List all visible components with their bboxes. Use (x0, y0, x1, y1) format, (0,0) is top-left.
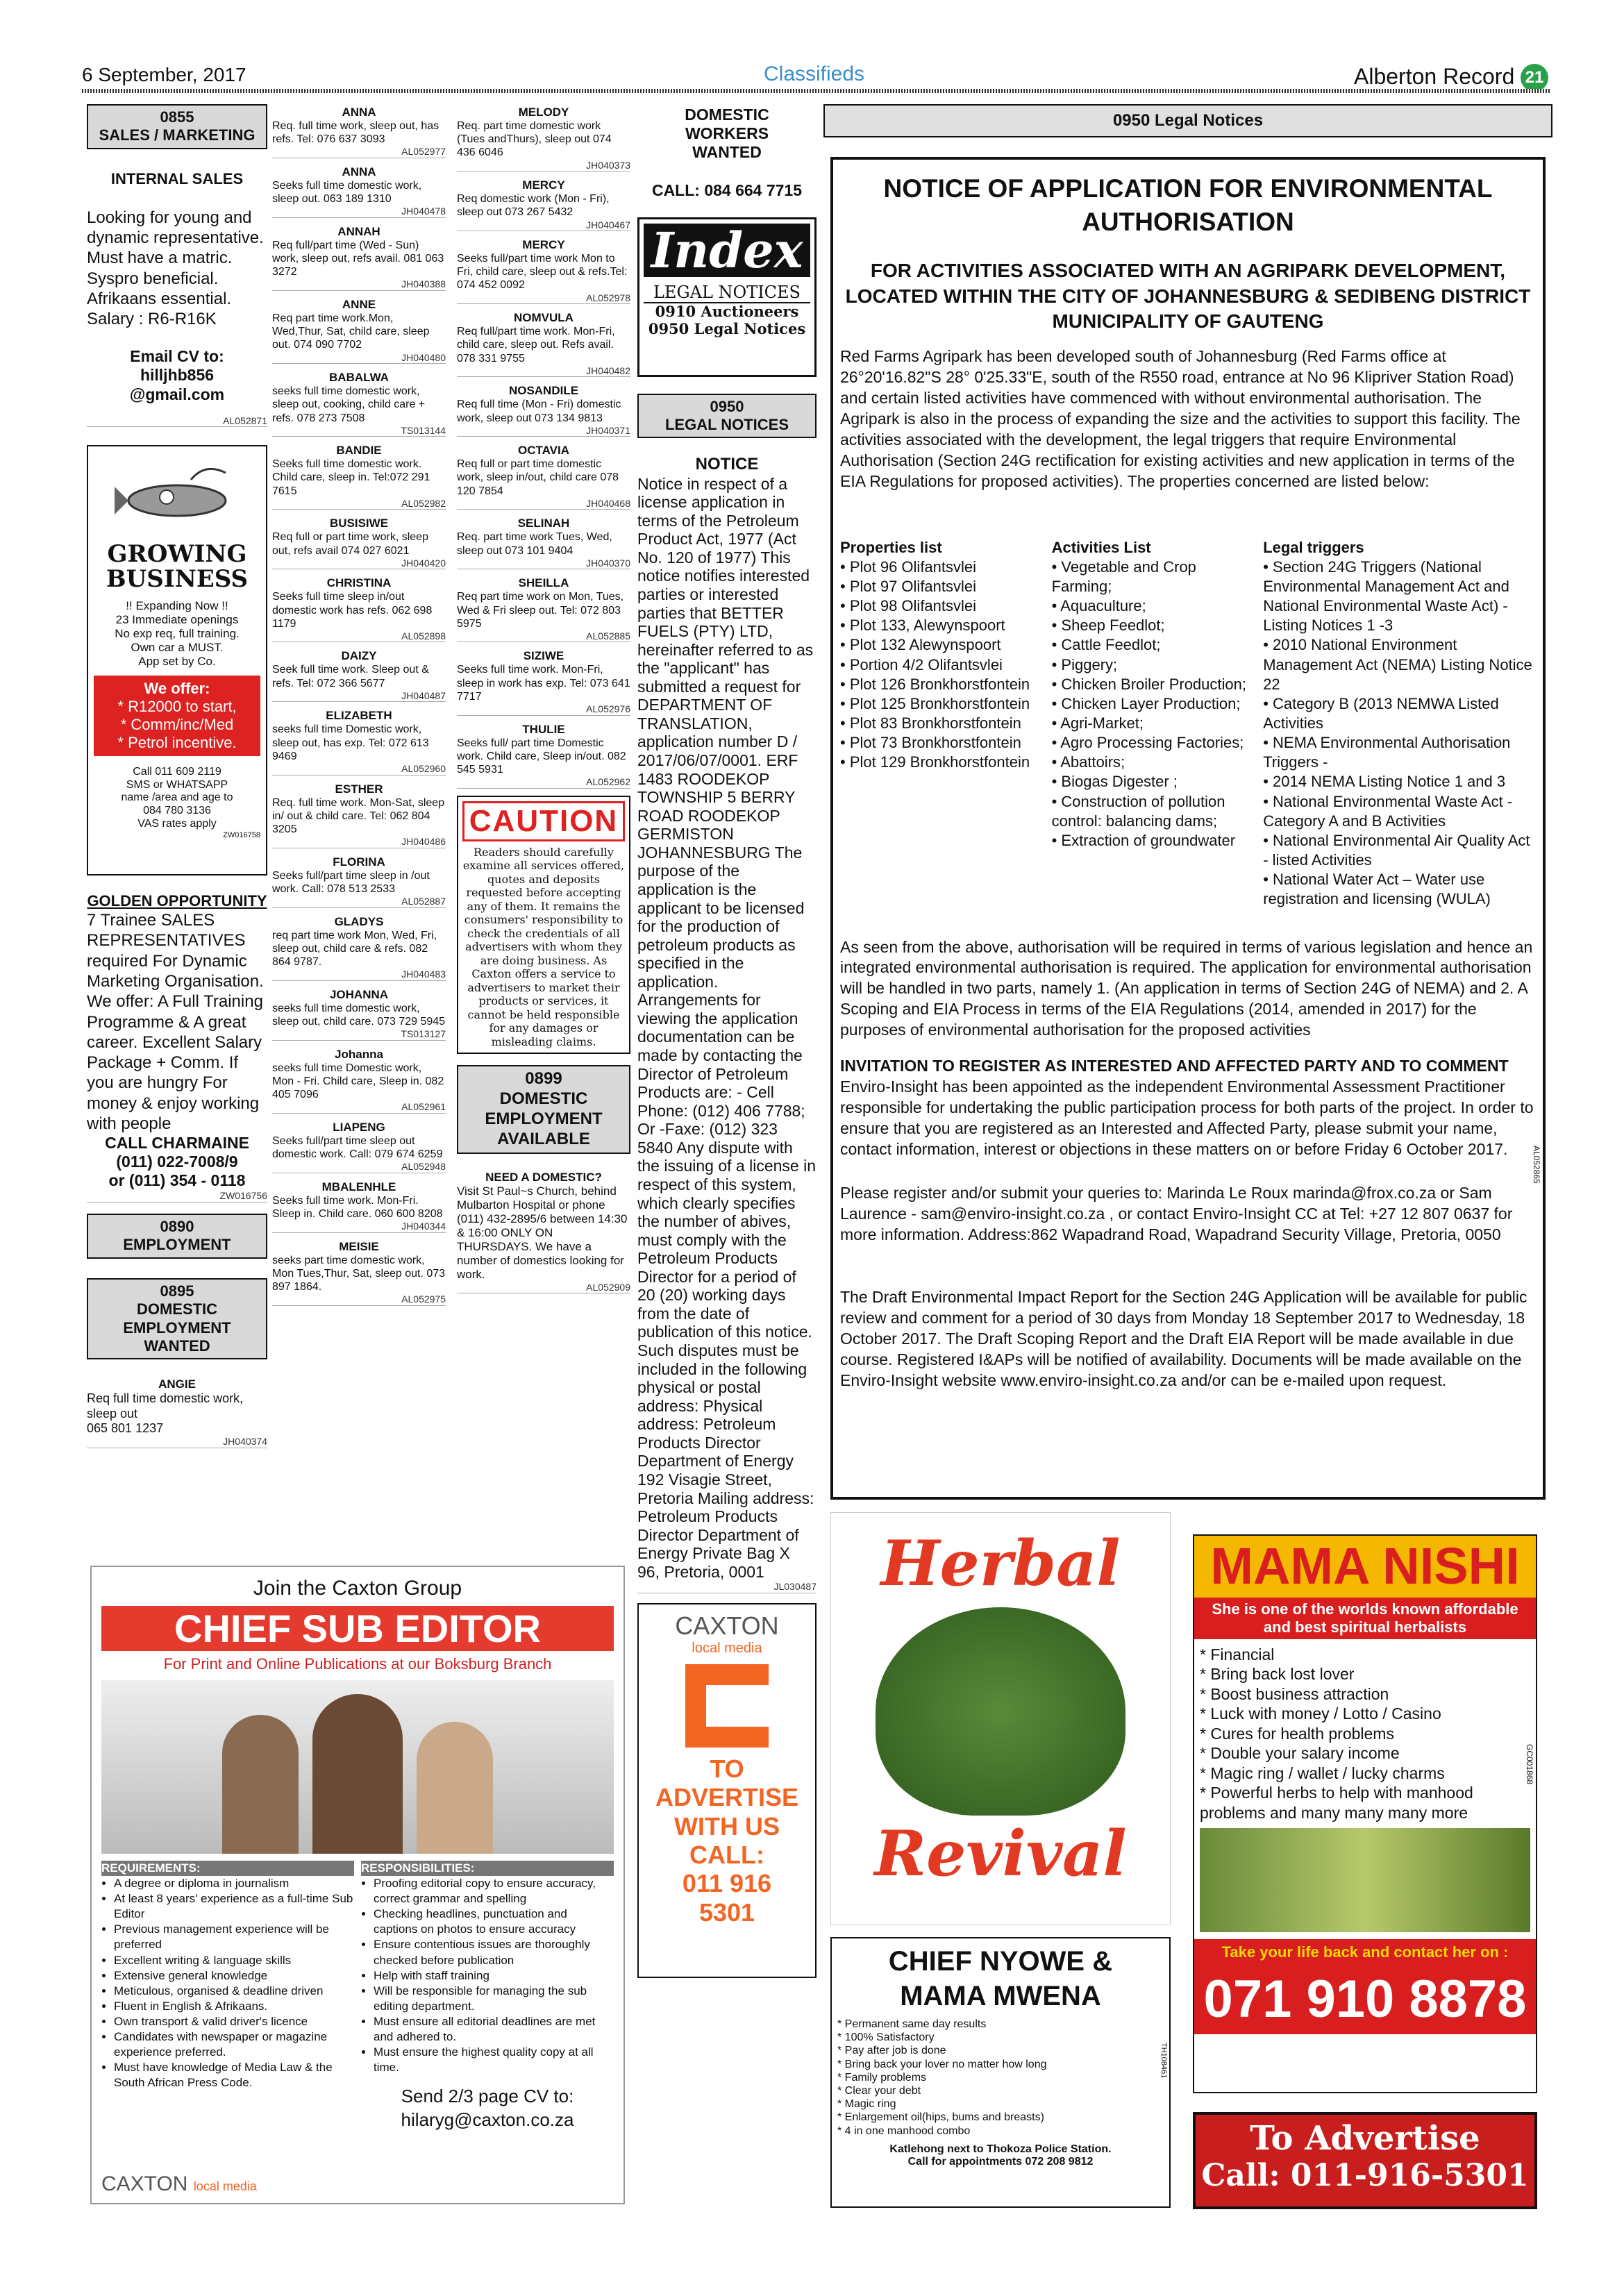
list-item: • National Environmental Waste Act - Category A and B Activities (1263, 792, 1536, 831)
list-item: * Permanent same day results (837, 2018, 987, 2030)
ad-name: Johanna (335, 1047, 383, 1061)
ad-ref: AL052977 (272, 146, 446, 158)
caxton-sub: local media (692, 1641, 762, 1657)
need-domestic-body: Visit St Paul~s Church, behind Mulbarton Hospital or phone (011) 432-2895/6 between 14:30 & 16:00 ONLY ON THURSDAYS. We have a number of domestics looking for work. (457, 1184, 628, 1281)
email-address: hilljhb856 @gmail.com (129, 366, 225, 403)
category-0950: 0950 LEGAL NOTICES (637, 394, 817, 439)
caxton-logo-icon (685, 1664, 769, 1748)
ad-body: Seeks full time work. Mon-Fri. Sleep in. Child care. 060 600 8208 (272, 1194, 443, 1220)
responsibilities (361, 1861, 614, 2132)
list-item: * Magic ring / wallet / lucky charms (1200, 1763, 1445, 1782)
ad-body: Req full/part time work. Mon-Fri, child care, sleep out. Refs avail. 078 331 9755 (457, 326, 615, 364)
ad-name: ANNE (342, 298, 376, 311)
list-item: • Plot 126 Bronkhorstfontein (840, 675, 1045, 694)
list-item (457, 384, 630, 437)
list-item (272, 649, 446, 702)
caution-box (457, 796, 630, 1055)
ad-ref: JH040420 (272, 558, 446, 570)
growing-contact: Call 011 609 2119 SMS or WHATSAPP name /area and age to 084 780 3136 VAS rates apply (121, 765, 233, 830)
ad-body: seeks full time Domestic work, Mon - Fri. Child care, Sleep in. 082 405 7096 (272, 1062, 444, 1101)
list-item: * Family problems (837, 2071, 927, 2084)
internal-sales-body: Looking for young and dynamic representative. Must have a matric. Syspro beneficial. Afrikaans essential. Salary : R6-R16K (87, 208, 264, 329)
list-item: * 4 in one manhood combo (837, 2125, 971, 2137)
list-item (272, 298, 446, 364)
mama-phone: 071 910 8878 (1194, 1966, 1536, 2034)
ad-name: MBALENHLE (321, 1180, 396, 1193)
ad-name: ELIZABETH (326, 709, 392, 723)
ad-body: Req domestic work (Mon - Fri), sleep out 073 267 5432 (457, 193, 610, 219)
ad-body: Seeks full time domestic work. Child care, sleep in. Tel:072 291 7615 (272, 458, 430, 497)
legal-intro: Red Farms Agripark has been developed south of Johannesburg (Red Farms office at 26°20'16.82"S 28° 0'25.33"E, south of the R550 road, entrance at No 96 Klipriver Station Road) and certain listed activities have commenced with without environmental authorisation. The Agripark is also in the process of expanding the size and the activities to support this facility. The activities associated with the development, the legal triggers that require Environmental Authorisation (Section 24G rectification for existing activities and new application in terms of the EIA Regulations for proposed activities). The properties concerned are listed below: (840, 347, 1521, 490)
list-item: * Powerful herbs to help with manhood problems and many many many more (1200, 1784, 1473, 1822)
growing-business-ad (87, 445, 267, 875)
list-item: • Plot 96 Olifantsvlei (840, 558, 1045, 577)
activities-list (1052, 538, 1257, 910)
category-0899: 0899 DOMESTIC EMPLOYMENT AVAILABLE (457, 1065, 630, 1153)
caxton-advert-text: TO ADVERTISE WITH US CALL: 011 916 5301 (655, 1754, 799, 1927)
list-item: * Luck with money / Lotto / Casino (1200, 1704, 1441, 1723)
list-item: • Previous management experience will be preferred (114, 1922, 354, 1952)
list-item (272, 517, 446, 569)
list-item (272, 1240, 446, 1306)
rocket-icon (94, 452, 260, 542)
ad-body: Req full or part time domestic work, sleep in/out, child care 078 120 7854 (457, 458, 619, 497)
golden-title: GOLDEN OPPORTUNITY (87, 892, 267, 910)
herbal-revival-ad (830, 1512, 1171, 1925)
list-item: • Agri-Market; (1052, 714, 1257, 733)
ad-ref: TS013144 (272, 425, 446, 437)
issue-date: 6 September, 2017 (82, 64, 246, 85)
chief-list (837, 2018, 1164, 2138)
list-item: • Abattoirs; (1052, 753, 1257, 772)
list-item (272, 1048, 446, 1114)
list-item: * Clear your debt (837, 2084, 921, 2097)
list-item: • Proofing editorial copy to ensure accuracy, correct grammar and spelling (374, 1876, 614, 1907)
mama-list (1194, 1639, 1536, 1829)
list-item: • Plot 73 Bronkhorstfontein (840, 733, 1045, 753)
ad-body: Seeks full time domestic work, sleep out. 063 189 1310 (272, 179, 422, 206)
cv-email[interactable]: hilaryg@caxton.co.za (401, 2109, 574, 2131)
category-0855: 0855 SALES / MARKETING (87, 104, 267, 149)
list-item: • Cattle Feedlot; (1052, 635, 1257, 655)
ad-ref: ZW016758 (223, 831, 260, 840)
column-3 (457, 106, 630, 1548)
list-item (272, 1180, 446, 1233)
list-item (272, 225, 446, 291)
list-item: * 100% Satisfactory (837, 2031, 935, 2044)
list-item (272, 165, 446, 218)
list-item: • National Water Act – Water use registration and licensing (WULA) (1263, 870, 1536, 909)
list-item: * Financial (1200, 1645, 1275, 1664)
ad-ref: AL052962 (457, 776, 630, 789)
ad-name: OCTAVIA (518, 444, 569, 458)
list-item: • Sheep Feedlot; (1052, 616, 1257, 635)
header-rule (82, 89, 1550, 93)
ad-ref: JH040487 (272, 690, 446, 703)
growing-offer-box (94, 676, 260, 756)
ad-name: DAIZY (341, 649, 377, 663)
ad-ref: AL052887 (272, 896, 446, 908)
ad-ref: AL052961 (272, 1101, 446, 1114)
list-item: • Must ensure the highest quality copy at all time. (374, 2045, 614, 2075)
ad-name: BABALWA (329, 371, 389, 385)
ad-ref: AL052978 (457, 292, 630, 305)
legal-para2: As seen from the above, authorisation will be required in terms of various legislation and hence an integrated environmental authorisation is required. The application for environmental authorisation will be handled in two parts, namely 1. (An application in terms of Section 24G of NEMA) and 2. A Scoping and EIA Process in terms of the EIA Regulations (2014, amended in 2017) for the purposes of environmental authorisation for the proposed activities (840, 937, 1533, 1039)
ad-ref: JH040480 (272, 352, 446, 364)
register-body: Please register and/or submit your queries to: Marinda Le Roux marinda@frox.co.za or Sam Laurence - sam@enviro-insight.co.za , or contact Enviro-Insight CC at Tel: +27 12 807 0637 for more information. Address:862 Wapadrand Road, Wapadrand Security Village, Pretoria, 0050 (840, 1184, 1513, 1244)
ad-body: Req full/part time (Wed - Sun) work, sleep out, refs avail. 081 063 3272 (272, 239, 444, 278)
list-item: • Plot 97 Olifantsvlei (840, 577, 1045, 596)
properties-list (840, 538, 1045, 910)
invite-body: Enviro-Insight has been appointed as the independent Environmental Assessment Practitioner responsible for undertaking the public participation process for both parts of the project. In order to ensure that you are registered as an Interested and Affected Party, please submit your name, contact information, interest or objections in these matters on or before Friday 6 October 2017. (840, 1077, 1534, 1158)
list-item (272, 371, 446, 437)
list-item (457, 576, 630, 642)
column-1 (87, 104, 267, 1534)
ad-ref: JH040344 (272, 1221, 446, 1233)
ad-ref: AL052865 (1532, 1146, 1541, 1184)
index-0910: 0910 Auctioneers (655, 302, 799, 320)
index-title: Index (644, 224, 810, 277)
list-item: • Extraction of groundwater (1052, 831, 1257, 850)
ad-ref: AL052909 (457, 1282, 630, 1294)
ad-ref: JH040371 (457, 425, 630, 437)
list-item (272, 915, 446, 981)
ad-ref: TS013127 (272, 1028, 446, 1041)
requirements (101, 1861, 354, 2132)
list-item: • National Environmental Air Quality Act - listed Activities (1263, 831, 1536, 870)
list-item (272, 444, 446, 510)
list-item: • Aquaculture; (1052, 596, 1257, 616)
caution-body: Readers should carefully examine all services offered, quotes and deposits requested before accepting any of them. It remains the consumers' responsibility to check the credentials of all advertisers with whom they are doing business. As Caxton offers a service to advertisers to market their products or services, it cannot be held responsible for any damages or misleading claims. (462, 845, 625, 1048)
ad-name: NOSANDILE (508, 384, 579, 398)
staff-photo (101, 1680, 614, 1854)
ad-name: ESTHER (335, 782, 383, 796)
ad-name: MELODY (518, 106, 569, 119)
ad-body: Req full or part time work, sleep out, refs avail 074 027 6021 (272, 531, 428, 557)
list-item: • Candidates with newspaper or magazine experience preferred. (114, 2029, 354, 2060)
list-item: • Must ensure all editorial deadlines are met and adhered to. (374, 2014, 614, 2045)
list-item: • Plot 83 Bronkhorstfontein (840, 714, 1045, 733)
list-item: • NEMA Environmental Authorisation Triggers - (1263, 733, 1536, 772)
list-item (272, 1121, 446, 1173)
list-item: • Extensive general knowledge (114, 1968, 354, 1984)
list-item (457, 649, 630, 715)
list-item (457, 517, 630, 569)
growing-title: GROWING BUSINESS (106, 540, 249, 593)
ad-ref: AL052975 (272, 1293, 446, 1306)
index-0950: 0950 Legal Notices (648, 319, 806, 337)
list-item (272, 106, 446, 158)
ad-name: LIAPENG (333, 1120, 385, 1134)
chief-title: CHIEF NYOWE & MAMA MWENA (888, 1946, 1113, 2011)
legal-lists (840, 538, 1536, 910)
list-item (457, 444, 630, 510)
list-item: * Double your salary income (1200, 1744, 1400, 1763)
angie-name: ANGIE (158, 1377, 196, 1391)
advertise-line1: To Advertise (1250, 2119, 1480, 2158)
list-item: • Portion 4/2 Olifantsvlei (840, 655, 1045, 675)
growing-offer-title: We offer: (144, 679, 210, 697)
ad-body: seeks full time domestic work, sleep out, cooking, child care + refs. 078 273 7508 (272, 385, 426, 424)
ad-body: Seek full time work. Sleep out & refs. Tel: 072 366 5677 (272, 664, 429, 689)
ad-ref: JH040388 (272, 278, 446, 291)
ad-ref: JH040370 (457, 558, 630, 570)
page-number: 21 (1521, 64, 1548, 92)
golden-call: CALL CHARMAINE (011) 022-7008/9 or (011) 354 - 0118 (105, 1134, 249, 1190)
category-0895: 0895 DOMESTIC EMPLOYMENT WANTED (87, 1278, 267, 1360)
list-item: * Pay after job is done (837, 2045, 946, 2057)
list-item (272, 576, 446, 642)
role-sub: For Print and Online Publications at our Boksburg Branch (163, 1655, 552, 1673)
ad-name: ANNAH (337, 224, 380, 238)
list-item: • Category B (2013 NEMWA Listed Activities (1263, 694, 1536, 733)
list-item: • Excellent writing & language skills (114, 1953, 354, 1968)
list-item (272, 988, 446, 1041)
ads-list (457, 106, 630, 789)
ad-body: Req full time (Mon - Fri) domestic work, sleep out 073 134 9813 (457, 399, 621, 424)
ad-body: Req part time work on Mon, Tues, Wed & Fri sleep out. Tel: 072 803 5975 (457, 591, 624, 630)
list-item: • Construction of pollution control: balancing dams; (1052, 792, 1257, 831)
caxton-advert (637, 1603, 817, 1978)
index-box (637, 217, 817, 377)
list-item: • Must have knowledge of Media Law & the South African Press Code. (114, 2060, 354, 2090)
list-item: • Biogas Digester ; (1052, 772, 1257, 791)
list-item (272, 855, 446, 908)
list-item: • Checking headlines, punctuation and captions on photos to ensure accuracy (374, 1907, 614, 1937)
ad-ref: JH040467 (457, 219, 630, 232)
list-item: • Will be responsible for managing the sub editing department. (374, 1984, 614, 2014)
ad-name: CHRISTINA (326, 576, 392, 590)
list-item: • Plot 132 Alewynspoort (840, 635, 1045, 655)
herbal-title1: Herbal (880, 1527, 1121, 1600)
caution-title: CAUTION (462, 801, 625, 841)
legal-notice (830, 157, 1546, 1500)
send-cv: Send 2/3 page CV to: (401, 2086, 574, 2107)
ad-name: MEISIE (339, 1239, 379, 1253)
list-item: • Agro Processing Factories; (1052, 733, 1257, 753)
ad-body: Seeks full/part time sleep in /out work. Call: 078 513 2533 (272, 869, 430, 895)
ad-ref: JH040374 (87, 1436, 267, 1448)
invite-title: INVITATION TO REGISTER AS INTERESTED AND AFFECTED PARTY AND TO COMMENT (840, 1057, 1509, 1075)
role-title: CHIEF SUB EDITOR (101, 1606, 614, 1651)
ad-body: Req. part time work Tues, Wed, sleep out 073 101 9404 (457, 531, 612, 557)
list-item: * Enlargement oil(hips, bums and breasts) (837, 2111, 1044, 2124)
ad-ref: AL052976 (457, 703, 630, 716)
ad-name: NOMVULA (514, 311, 574, 325)
list-item: • Meticulous, organised & deadline driven (114, 1984, 354, 1999)
caxton-lists (101, 1861, 614, 2132)
caxton-brand: CAXTON (675, 1611, 779, 1640)
mama-title: MAMA NISHI (1194, 1536, 1536, 1598)
mama-life: Take your life back and contact her on : (1194, 1939, 1536, 1966)
footer-brand: CAXTON (101, 2172, 188, 2195)
ad-ref: AL052898 (272, 630, 446, 643)
join-text: Join the Caxton Group (253, 1577, 462, 1600)
to-advertise-box (1193, 2112, 1537, 2209)
ad-ref: ZW016756 (87, 1190, 267, 1203)
internal-sales-title: INTERNAL SALES (110, 169, 244, 187)
ad-ref: AL052948 (272, 1161, 446, 1173)
angie-body: Req full time domestic work, sleep out 065 801 1237 (87, 1391, 244, 1435)
ad-name: ANNA (342, 106, 376, 119)
herbs-photo (1200, 1828, 1530, 1932)
ad-ref: TH108461 (1160, 2043, 1168, 2079)
list-item (457, 723, 630, 789)
ad-body: seeks full time domestic work, sleep out, child care. 073 729 5945 (272, 1002, 446, 1028)
list-item: * Bring back your lover no matter how long (837, 2058, 1047, 2070)
ad-name: SIZIWE (523, 649, 564, 663)
ad-body: Seeks full/part time work Mon to Fri, child care, sleep out & refs.Tel: 074 452 0092 (457, 253, 628, 292)
growing-offer: * R12000 to start, * Comm/inc/Med * Petrol incentive. (117, 697, 237, 751)
caxton-footer (101, 2172, 257, 2196)
list-item: • Plot 133, Alewynspoort (840, 616, 1045, 635)
legal-header: 0950 Legal Notices (823, 104, 1552, 137)
ad-ref: JH040468 (457, 498, 630, 510)
list-item: * Bring back lost lover (1200, 1665, 1355, 1684)
herbs-bowl-icon (876, 1607, 1125, 1816)
ad-name: BUSISIWE (329, 517, 389, 530)
ad-body: Seeks full/ part time Domestic work. Child care, Sleep in/out. 082 545 5931 (457, 737, 626, 776)
list-item: • Vegetable and Crop Farming; (1052, 558, 1257, 596)
ad-ref: JL030487 (637, 1581, 817, 1593)
ad-ref: AL052960 (272, 763, 446, 776)
req-title: REQUIREMENTS: (101, 1861, 354, 1876)
ad-name: GLADYS (334, 914, 384, 928)
notice-body: Notice in respect of a license application in terms of the Petroleum Product Act, 1977 (Act No. 120 of 1977) This notice notifies interested parties or interested parties that BETTER FUELS (PTY) LTD, hereinafter referred to as the "applicant" has submitted a request for DEPARTMENT OF TRANSLATION, application number D / 2017/06/07/0001. ERF 1483 ROODEKOP TOWNSHIP 5 BERRY ROAD ROODEKOP GERMISTON JOHANNESBURG The purpose of the application is the applicant to be licensed for the production of petroleum products as specified in the application. Arrangements for viewing the application documentation can be made by contacting the Director of Petroleum Products are: - Cell Phone: (012) 406 7788; Or -Faxe: (012) 323 5840 Any dispute with the issuing of a license in respect of this system, which clearly specifies the number of abives, must comply with the Petroleum Products Director for a period of 20 (20) working days from the date of publication of this notice. Such disputes must be included in the following physical or postal address: Physical address: Petroleum Products Director Department of Energy 192 Visagie Street, Pretoria Mailing address: Petroleum Products Director Department of Energy Private Bag X 96, Pretoria, 0001 (637, 474, 816, 1581)
ad-ref: JH040373 (457, 160, 630, 172)
ad-body: Seeks full time work. Mon-Fri, sleep in work has exp. Tel: 073 641 7717 (457, 664, 630, 703)
ad-body: seeks part time domestic work, Mon Tues,Thur, Sat, sleep out. 073 897 1864. (272, 1254, 446, 1293)
ad-ref: JH040486 (272, 836, 446, 848)
list-item: • A degree or diploma in journalism (114, 1876, 354, 1891)
ad-body: Seeks full time sleep in/out domestic work has refs. 062 698 1179 (272, 591, 433, 630)
ad-name: THULIE (522, 722, 565, 736)
list-item: • Plot 125 Bronkhorstfontein (840, 694, 1045, 714)
list-item: • Plot 98 Olifantsvlei (840, 596, 1045, 616)
ad-name: SHEILLA (518, 576, 569, 590)
ad-body: Req. part time domestic work (Tues andThurs), sleep out 074 436 6046 (457, 120, 612, 159)
ad-ref: GC001868 (1525, 1744, 1534, 1785)
ad-name: MERCY (522, 178, 565, 192)
ad-body: Req. full time work, sleep out, has refs. Tel: 076 637 3093 (272, 120, 440, 146)
ad-ref: AL052982 (272, 498, 446, 510)
ad-name: BANDIE (336, 444, 382, 458)
advertise-line2: Call: 011-916-5301 (1201, 2158, 1529, 2193)
ad-ref: AL052871 (87, 415, 267, 428)
ad-body: Seeks full/part time sleep out domestic work. Call: 079 674 6259 (272, 1134, 443, 1160)
ad-ref: JH040483 (272, 969, 446, 981)
legal-title: NOTICE OF APPLICATION FOR ENVIRONMENTAL AUTHORISATION (883, 174, 1493, 237)
ad-ref: JH040482 (457, 365, 630, 378)
email-label: Email CV to: (130, 347, 224, 366)
list-item: • Plot 129 Bronkhorstfontein (840, 753, 1045, 772)
column-2 (272, 106, 446, 1555)
dww-call: CALL: 084 664 7715 (651, 181, 803, 200)
chief-call: Call for appointments 072 208 9812 (907, 2155, 1094, 2168)
list-item: • 2010 National Environment Management Act (NEMA) Listing Notice 22 (1263, 635, 1536, 694)
column-4 (637, 106, 817, 2202)
list-item (272, 709, 446, 775)
list-item (272, 782, 446, 848)
caxton-job-ad (90, 1566, 625, 2204)
list-item: • At least 8 years' experience as a full-time Sub Editor (114, 1891, 354, 1922)
dww-title: DOMESTIC WORKERS WANTED (685, 106, 769, 162)
legal-subtitle: FOR ACTIVITIES ASSOCIATED WITH AN AGRIPARK DEVELOPMENT, LOCATED WITHIN THE CITY OF JOHANNESBURG & SEDIBENG DISTRICT MUNICIPALITY OF GAUTENG (845, 260, 1531, 332)
activities-title: Activities List (1051, 538, 1151, 556)
category-0890: 0890 EMPLOYMENT (87, 1214, 267, 1259)
ad-name: SELINAH (517, 517, 570, 530)
footer-sub: local media (193, 2179, 257, 2193)
need-domestic-title: NEED A DOMESTIC? (485, 1170, 602, 1184)
mama-nishi-ad (1193, 1534, 1537, 2093)
list-item: • 2014 NEMA Listing Notice 1 and 3 (1263, 772, 1536, 791)
triggers-title: Legal triggers (1263, 538, 1364, 556)
list-item (457, 238, 630, 304)
list-item: • Section 24G Triggers (National Environmental Management Act and National Environmental Waste Act) - Listing Notices 1 -3 (1263, 558, 1536, 636)
growing-body: !! Expanding Now !! 23 Immediate openings No exp req, full training. Own car a MUST. App set by Co. (115, 598, 240, 668)
list-item: • Own transport & valid driver's licence (114, 2014, 354, 2029)
list-item: * Boost business attraction (1200, 1684, 1389, 1703)
ad-body: Req part time work.Mon, Wed,Thur, Sat, child care, sleep out. 074 090 7702 (272, 312, 430, 351)
chief-nyowe-ad (830, 1937, 1171, 2208)
herbal-title2: Revival (874, 1817, 1127, 1891)
properties-title: Properties list (840, 538, 942, 556)
list-item: • Fluent in English & Afrikaans. (114, 1999, 354, 2014)
resp-title: RESPONSIBILITIES: (361, 1861, 614, 1876)
list-item: • Chicken Broiler Production; (1052, 675, 1257, 694)
ad-ref: AL052885 (457, 630, 630, 643)
triggers-list (1263, 538, 1536, 910)
publication-name: Alberton Record (1354, 64, 1515, 89)
section-title: Classifieds (764, 62, 865, 85)
ad-name: FLORINA (333, 855, 385, 869)
list-item: * Cures for health problems (1200, 1724, 1394, 1743)
ad-body: Req. full time work. Mon-Sat, sleep in/ out & child care. Tel: 062 804 3205 (272, 796, 445, 835)
golden-body: 7 Trainee SALES REPRESENTATIVES required For Dynamic Marketing Organisation. We offer: A Full Training Programme & A great career. Excellent Salary Package + Comm. If you are hungry For money & enjoy working with people (87, 911, 264, 1133)
mama-tagline: She is one of the worlds known affordable and best spiritual herbalists (1194, 1598, 1536, 1639)
list-item: • Ensure contentious issues are thoroughly checked before publication (374, 1937, 614, 1968)
ad-body: seeks full time Domestic work, sleep out, has exp. Tel: 072 613 9469 (272, 723, 429, 762)
list-item (457, 311, 630, 377)
list-item: • Help with staff training (374, 1968, 614, 1984)
chief-location: Katlehong next to Thokoza Police Station. (889, 2143, 1112, 2155)
list-item: • Chicken Layer Production; (1052, 694, 1257, 714)
list-item (457, 106, 630, 171)
ad-ref: JH040478 (272, 206, 446, 218)
index-legal: LEGAL NOTICES (644, 283, 810, 303)
draft-body: The Draft Environmental Impact Report for the Section 24G Application will be available for public review and comment for a period of 30 days from Monday 18 September 2017 to Wednesday, 18 October 2017. The Draft Scoping Report and the Draft EIA Report will be made available in due course. Registered I&APs will be notified of availability. Documents will be made available on the Enviro-Insight website www.enviro-insight.co.za and/or can be e-mailed upon request. (840, 1288, 1527, 1389)
ad-name: MERCY (522, 238, 565, 252)
list-item: • Piggery; (1052, 655, 1257, 675)
ad-body: req part time work Mon, Wed, Fri, sleep out, child care & refs. 082 864 9787. (272, 929, 437, 968)
notice-title: NOTICE (695, 455, 759, 474)
ad-name: ANNA (342, 165, 376, 178)
list-item: * Magic ring (837, 2098, 896, 2111)
ad-name: JOHANNA (329, 987, 389, 1001)
list-item (457, 178, 630, 231)
